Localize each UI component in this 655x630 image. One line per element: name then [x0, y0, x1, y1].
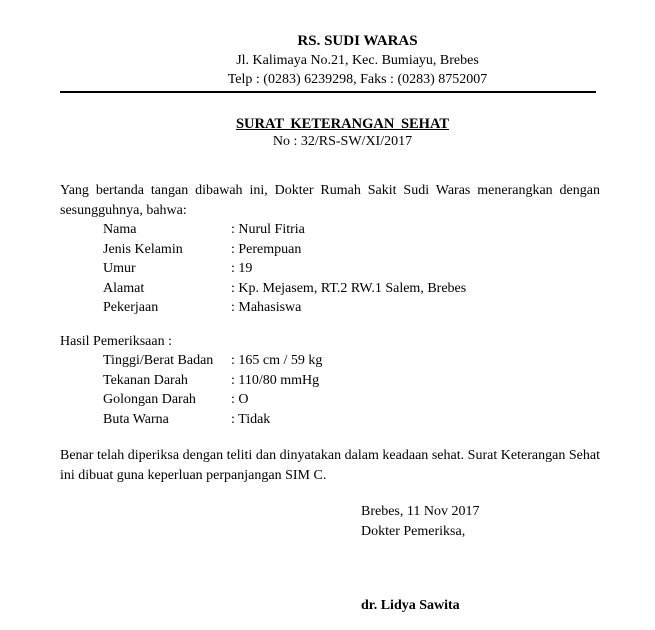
hospital-address: Jl. Kalimaya No.21, Kec. Bumiayu, Brebes [236, 53, 479, 68]
field-value: : 19 [231, 261, 253, 276]
table-row [103, 220, 466, 240]
closing-paragraph: Benar telah diperiksa dengan teliti dan dinyatakan dalam keadaan sehat. Surat Keterangan Sehat ini dibuat guna keperluan perpanjangan SIM C. [60, 448, 600, 483]
document-title-block [0, 116, 655, 150]
table-row [103, 240, 466, 260]
hospital-name: RS. SUDI WARAS [297, 33, 418, 49]
field-label: Alamat [103, 280, 145, 296]
identity-table [103, 220, 466, 318]
field-value: : 165 cm / 59 kg [231, 353, 323, 368]
field-label: Buta Warna [103, 411, 169, 427]
hospital-contact: Telp : (0283) 6239298, Faks : (0283) 8752007 [227, 72, 488, 87]
document-title: SURAT KETERANGAN SEHAT [235, 116, 450, 132]
field-label: Golongan Darah [103, 392, 196, 407]
letterhead-divider [60, 91, 596, 93]
letterhead [0, 32, 655, 89]
table-row [103, 410, 322, 430]
exam-table [103, 351, 322, 429]
field-value: : Kp. Mejasem, RT.2 RW.1 Salem, Brebes [231, 280, 467, 296]
field-value: : O [231, 392, 249, 407]
signer-role: Dokter Pemeriksa, [361, 524, 466, 539]
field-label: Umur [103, 261, 136, 276]
table-row [103, 259, 466, 279]
table-row [103, 298, 466, 318]
intro-paragraph: Yang bertanda tangan dibawah ini, Dokter Rumah Sakit Sudi Waras menerangkan dengan sesungguhnya, bahwa: [60, 183, 600, 218]
field-label: Tinggi/Berat Badan [103, 353, 214, 368]
document-number: No : 32/RS-SW/XI/2017 [272, 134, 413, 149]
table-row [103, 351, 322, 371]
doctor-name: dr. Lidya Sawita [361, 598, 460, 613]
field-label: Jenis Kelamin [103, 241, 183, 257]
field-label: Nama [103, 222, 137, 237]
field-label: Tekanan Darah [103, 372, 188, 388]
exam-heading: Hasil Pemeriksaan : [60, 334, 172, 349]
table-row [103, 279, 466, 299]
field-label: Pekerjaan [103, 300, 159, 315]
table-row [103, 390, 322, 410]
signature-block [361, 502, 479, 542]
field-value: : 110/80 mmHg [231, 372, 320, 388]
field-value: : Tidak [231, 411, 271, 427]
table-row [103, 371, 322, 391]
field-value: : Mahasiswa [231, 300, 302, 315]
field-value: : Perempuan [231, 241, 302, 257]
place-date: Brebes, 11 Nov 2017 [361, 504, 480, 519]
field-value: : Nurul Fitria [231, 222, 305, 237]
